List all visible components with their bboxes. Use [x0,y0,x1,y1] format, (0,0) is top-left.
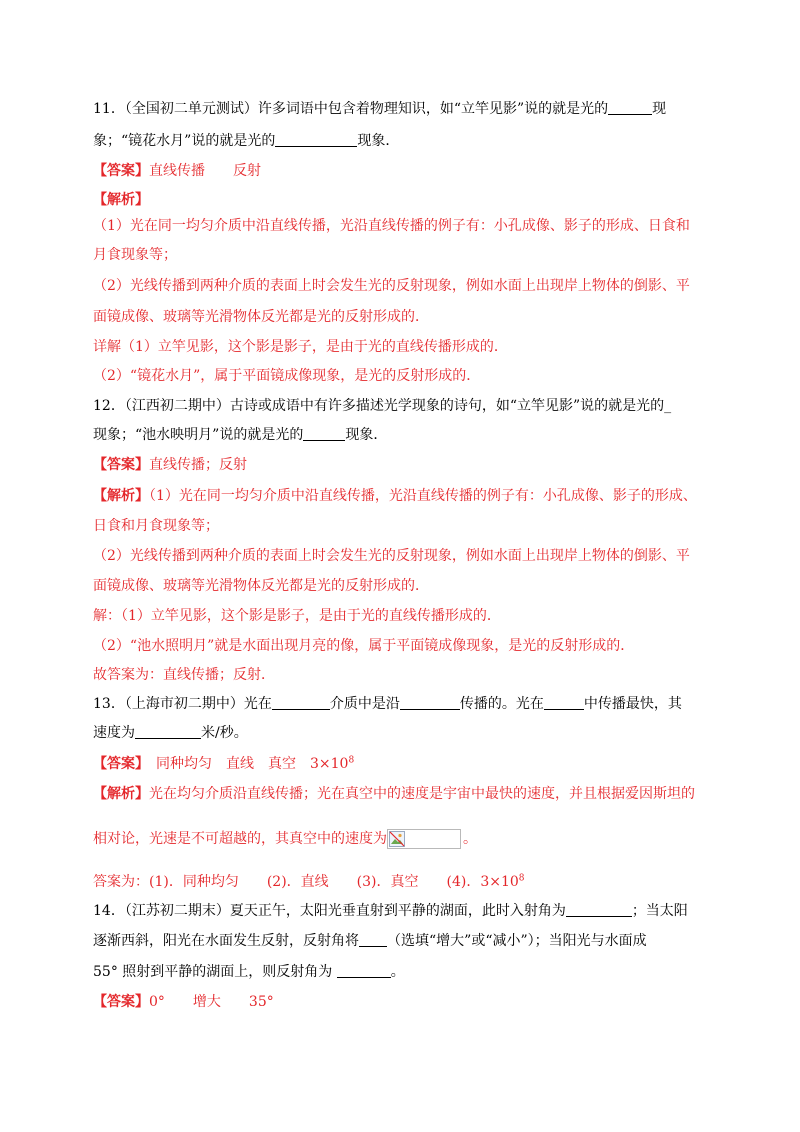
q11-analysis-line: 详解（1）立竿见影，这个影是影子，是由于光的直线传播形成的． [93,339,508,355]
q11-analysis-line: 面镜成像、玻璃等光滑物体反光都是光的反射形成的． [93,309,429,325]
q11-analysis-line: （2）“镜花水月”，属于平面镜成像现象，是光的反射形成的． [93,368,481,384]
q13-analysis-line1: 【解析】光在均匀介质沿直线传播；光在真空中的速度是宇宙中最快的速度，并且根据爱因斯坦的 [93,786,695,802]
q12-analysis-first: 【解析】（1）光在同一均匀介质中沿直线传播，光沿直线传播的例子有：小孔成像、影子的形成、 [93,488,697,504]
q12-analysis-line: 故答案为：直线传播；反射． [93,667,275,683]
q12-stem-line2: 现象；“池水映明月”说的就是光的 现象． [93,427,388,443]
q11-analysis-tag: 【解析】 [93,192,149,208]
answer-blank [272,695,330,710]
q12-stem-line1: 12．（江西初二期中）古诗或成语中有许多描述光学现象的诗句，如“立竿见影”说的就是光的_ [93,398,672,414]
q11-analysis-line: （1）光在同一均匀介质中沿直线传播，光沿直线传播的例子有：小孔成像、影子的形成、日食和 [93,218,690,234]
answer-blank [303,426,345,441]
q14-answer: 【答案】0° 增大 35° [93,994,274,1010]
q11-analysis-line: 月食现象等； [93,247,177,263]
q13-stem-line2: 速度为 米/秒。 [93,725,248,741]
answer-blank [337,963,391,978]
answer-blank [135,724,201,739]
answer-blank [566,902,632,917]
q14-stem-line2: 逐渐西斜，阳光在水面发生反射，反射角将 （选填“增大”或“减小”）；当阳光与水面成 [93,933,647,949]
q12-answer: 【答案】直线传播；反射 [93,457,247,473]
answer-blank [544,695,584,710]
q13-answer: 【答案】 同种均匀 直线 真空 $3\times 10^8$ [93,755,355,772]
q12-analysis-line: （2）光线传播到两种介质的表面上时会发生光的反射现象，例如水面上出现岸上物体的倒影、平 [93,548,690,564]
broken-image-icon [389,831,405,847]
answer-blank [275,132,357,147]
q11-stem-line2: 象；“镜花水月”说的就是光的 现象． [93,133,400,149]
q11-stem-line1: 11．（全国初二单元测试）许多词语中包含着物理知识，如“立竿见影”说的就是光的 现 [93,101,667,117]
q13-analysis-line2: 相对论，光速是不可超越的，其真空中的速度为 。 [93,831,477,847]
answer-blank [359,932,387,947]
answer-blank [608,100,652,115]
answer-blank [400,695,460,710]
broken-image-placeholder [387,829,461,849]
q12-analysis-line: 日食和月食现象等； [93,518,219,534]
q11-analysis-line: （2）光线传播到两种介质的表面上时会发生光的反射现象，例如水面上出现岸上物体的倒影、平 [93,278,690,294]
q11-answer: 【答案】直线传播 反射 [93,163,261,179]
q14-stem-line1: 14．（江苏初二期末）夏天正午，太阳光垂直射到平静的湖面，此时入射角为 ；当太阳 [93,903,688,919]
q12-analysis-line: 面镜成像、玻璃等光滑物体反光都是光的反射形成的． [93,578,429,594]
q13-final: 答案为：(1)．同种均匀 (2)．直线 (3)．真空 (4)．$3\times 10^8$ [93,873,525,890]
q13-stem-line1: 13．（上海市初二期中）光在 介质中是沿 传播的。光在 中传播最快，其 [93,696,682,712]
q12-analysis-line: （2）“池水照明月”就是水面出现月亮的像，属于平面镜成像现象，是光的反射形成的． [93,638,635,654]
q12-analysis-line: 解：（1）立竿见影，这个影是影子，是由于光的直线传播形成的． [93,608,501,624]
q14-stem-line3: 55° 照射到平静的湖面上，则反射角为 。 [93,964,405,980]
